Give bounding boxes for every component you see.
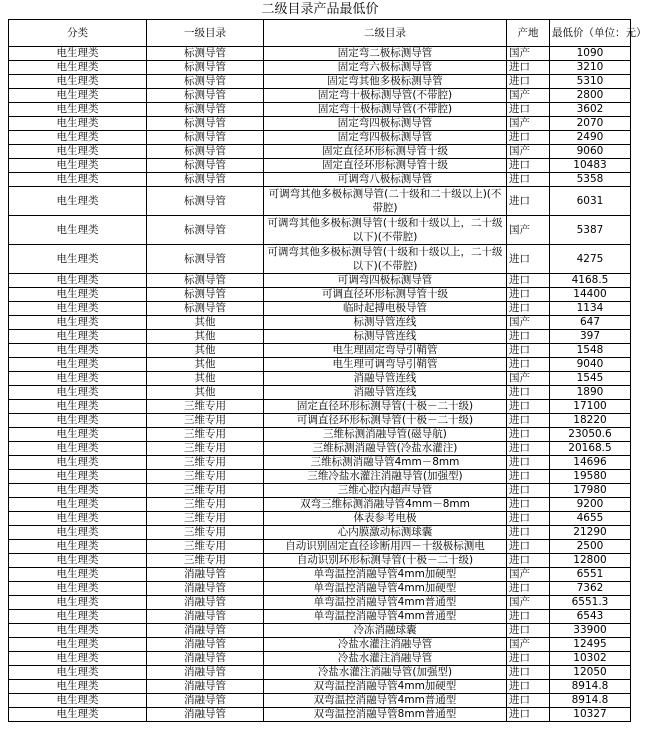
table-row [9,187,631,216]
origin-cell: 进口 [507,582,550,596]
level1-cell: 标测导管 [147,131,264,145]
level1-cell: 三维专用 [147,456,264,470]
level1-cell: 消融导管 [147,680,264,694]
table-row [9,288,631,302]
origin-cell: 进口 [507,652,550,666]
table-row [9,75,631,89]
price-cell: 6543 [550,610,631,624]
table-row [9,386,631,400]
category-cell: 电生理类 [9,187,147,216]
level2-cell: 临时起搏电极导管 [264,302,507,316]
level2-cell: 可调直径环形标测导管十级 [264,288,507,302]
level1-cell: 三维专用 [147,512,264,526]
category-cell: 电生理类 [9,302,147,316]
level1-cell: 标测导管 [147,245,264,274]
origin-cell: 进口 [507,330,550,344]
table-row [9,47,631,61]
level2-cell: 可调弯其他多极标测导管(十级和十级以上，二十级以下)(不带腔) [264,216,507,245]
table-row [9,666,631,680]
origin-cell: 进口 [507,75,550,89]
level1-cell: 三维专用 [147,414,264,428]
level2-cell: 可调弯八极标测导管 [264,173,507,187]
level2-cell: 固定弯四极标测导管 [264,131,507,145]
header-origin: 产地 [507,20,550,47]
table-row [9,344,631,358]
table-row [9,330,631,344]
category-cell: 电生理类 [9,358,147,372]
category-cell: 电生理类 [9,484,147,498]
category-cell: 电生理类 [9,582,147,596]
table-row [9,245,631,274]
origin-cell: 进口 [507,624,550,638]
table-row [9,274,631,288]
header-category: 分类 [9,20,147,47]
price-cell: 10483 [550,159,631,173]
level2-cell: 固定弯六极标测导管 [264,61,507,75]
category-cell: 电生理类 [9,470,147,484]
level1-cell: 其他 [147,344,264,358]
price-cell: 14400 [550,288,631,302]
category-cell: 电生理类 [9,245,147,274]
category-cell: 电生理类 [9,103,147,117]
table-row [9,117,631,131]
level1-cell: 标测导管 [147,159,264,173]
table-row [9,526,631,540]
price-cell: 6551 [550,568,631,582]
level1-cell: 三维专用 [147,554,264,568]
origin-cell: 进口 [507,61,550,75]
price-cell: 6031 [550,187,631,216]
table-row [9,302,631,316]
level2-cell: 消融导管连线 [264,372,507,386]
table-row [9,145,631,159]
table-row [9,456,631,470]
price-cell: 3602 [550,103,631,117]
price-table [8,19,647,722]
origin-cell: 进口 [507,666,550,680]
origin-cell: 进口 [507,554,550,568]
level1-cell: 三维专用 [147,526,264,540]
category-cell: 电生理类 [9,159,147,173]
category-cell: 电生理类 [9,47,147,61]
price-cell: 23050.6 [550,428,631,442]
level1-cell: 消融导管 [147,582,264,596]
level1-cell: 标测导管 [147,187,264,216]
price-cell: 17980 [550,484,631,498]
level2-cell: 单弯温控消融导管4mm加硬型 [264,568,507,582]
origin-cell: 进口 [507,540,550,554]
level2-cell: 冷盐水灌注消融导管 [264,638,507,652]
level2-cell: 冷冻消融球囊 [264,624,507,638]
category-cell: 电生理类 [9,596,147,610]
origin-cell: 国产 [507,216,550,245]
category-cell: 电生理类 [9,145,147,159]
level2-cell: 双弯温控消融导管8mm普通型 [264,708,507,722]
price-cell: 7362 [550,582,631,596]
category-cell: 电生理类 [9,288,147,302]
header-level2: 二级目录 [264,20,507,47]
price-cell: 4655 [550,512,631,526]
table-body [9,47,631,722]
price-cell: 14696 [550,456,631,470]
origin-cell: 进口 [507,288,550,302]
category-cell: 电生理类 [9,75,147,89]
category-cell: 电生理类 [9,568,147,582]
table-row [9,652,631,666]
level1-cell: 三维专用 [147,428,264,442]
origin-cell: 进口 [507,274,550,288]
table-row [9,131,631,145]
level1-cell: 其他 [147,372,264,386]
category-cell: 电生理类 [9,680,147,694]
origin-cell: 国产 [507,638,550,652]
price-cell: 5358 [550,173,631,187]
category-cell: 电生理类 [9,512,147,526]
table-row [9,708,631,722]
category-cell: 电生理类 [9,456,147,470]
level1-cell: 消融导管 [147,596,264,610]
level2-cell: 固定弯十极标测导管(不带腔) [264,103,507,117]
table-row [9,498,631,512]
category-cell: 电生理类 [9,526,147,540]
origin-cell: 国产 [507,568,550,582]
table-row [9,316,631,330]
origin-cell: 国产 [507,47,550,61]
header-min-price: 最低价（单位：元） [550,20,631,47]
origin-cell: 国产 [507,596,550,610]
level1-cell: 标测导管 [147,288,264,302]
level1-cell: 标测导管 [147,47,264,61]
origin-cell: 进口 [507,245,550,274]
level2-cell: 可调弯其他多极标测导管(二十级和二十级以上)(不带腔) [264,187,507,216]
category-cell: 电生理类 [9,666,147,680]
origin-cell: 进口 [507,512,550,526]
price-cell: 6551.3 [550,596,631,610]
origin-cell: 进口 [507,708,550,722]
table-row [9,400,631,414]
level2-cell: 固定直径环形标测导管十级 [264,145,507,159]
origin-cell: 进口 [507,456,550,470]
table-row [9,159,631,173]
table-row [9,103,631,117]
price-cell: 9060 [550,145,631,159]
level2-cell: 双弯温控消融导管4mm加硬型 [264,680,507,694]
level1-cell: 标测导管 [147,117,264,131]
level1-cell: 其他 [147,316,264,330]
level2-cell: 可调弯其他多极标测导管(十级和十级以上，二十级以下)(不带腔) [264,245,507,274]
price-cell: 10327 [550,708,631,722]
origin-cell: 国产 [507,89,550,103]
level2-cell: 三维心腔内超声导管 [264,484,507,498]
origin-cell: 进口 [507,386,550,400]
price-cell: 18220 [550,414,631,428]
category-cell: 电生理类 [9,344,147,358]
category-cell: 电生理类 [9,498,147,512]
price-cell: 4168.5 [550,274,631,288]
table-row [9,428,631,442]
level1-cell: 三维专用 [147,498,264,512]
table-row [9,568,631,582]
price-cell: 12050 [550,666,631,680]
level1-cell: 标测导管 [147,145,264,159]
price-cell: 3210 [550,61,631,75]
price-cell: 2500 [550,540,631,554]
level2-cell: 电生理可调弯导引鞘管 [264,358,507,372]
level2-cell: 固定弯二极标测导管 [264,47,507,61]
level2-cell: 三维标测消融导管(冷盐水灌注) [264,442,507,456]
level1-cell: 其他 [147,330,264,344]
category-cell: 电生理类 [9,554,147,568]
price-cell: 397 [550,330,631,344]
price-cell: 5310 [550,75,631,89]
table-row [9,596,631,610]
origin-cell: 进口 [507,358,550,372]
origin-cell: 国产 [507,145,550,159]
origin-cell: 进口 [507,344,550,358]
level2-cell: 冷盐水灌注消融导管(加强型) [264,666,507,680]
level2-cell: 双弯温控消融导管4mm普通型 [264,694,507,708]
level1-cell: 消融导管 [147,694,264,708]
level2-cell: 可调弯四极标测导管 [264,274,507,288]
level2-cell: 三维标测消融导管4mm－8mm [264,456,507,470]
level1-cell: 消融导管 [147,638,264,652]
level1-cell: 其他 [147,386,264,400]
price-cell: 1090 [550,47,631,61]
origin-cell: 进口 [507,694,550,708]
level2-cell: 固定弯四极标测导管 [264,117,507,131]
level1-cell: 消融导管 [147,666,264,680]
origin-cell: 进口 [507,442,550,456]
table-row [9,470,631,484]
level2-cell: 固定弯十极标测导管(不带腔) [264,89,507,103]
level2-cell: 双弯三维标测消融导管4mm－8mm [264,498,507,512]
category-cell: 电生理类 [9,638,147,652]
category-cell: 电生理类 [9,624,147,638]
table-row [9,358,631,372]
origin-cell: 进口 [507,484,550,498]
level1-cell: 消融导管 [147,652,264,666]
level2-cell: 固定直径环形标测导管十级 [264,159,507,173]
price-cell: 20168.5 [550,442,631,456]
table-row [9,216,631,245]
table-row [9,372,631,386]
level1-cell: 消融导管 [147,708,264,722]
price-cell: 647 [550,316,631,330]
table-row [9,582,631,596]
origin-cell: 进口 [507,131,550,145]
category-cell: 电生理类 [9,372,147,386]
category-cell: 电生理类 [9,386,147,400]
level1-cell: 其他 [147,358,264,372]
level1-cell: 消融导管 [147,624,264,638]
category-cell: 电生理类 [9,610,147,624]
table-row [9,554,631,568]
table-row [9,638,631,652]
category-cell: 电生理类 [9,274,147,288]
level1-cell: 标测导管 [147,89,264,103]
category-cell: 电生理类 [9,131,147,145]
origin-cell: 进口 [507,680,550,694]
table-row [9,414,631,428]
level2-cell: 固定弯其他多极标测导管 [264,75,507,89]
price-cell: 9040 [550,358,631,372]
level1-cell: 三维专用 [147,484,264,498]
origin-cell: 国产 [507,372,550,386]
level2-cell: 单弯温控消融导管4mm普通型 [264,610,507,624]
level2-cell: 可调直径环形标测导管(十极－二十级) [264,414,507,428]
category-cell: 电生理类 [9,708,147,722]
level2-cell: 冷盐水灌注消融导管 [264,652,507,666]
price-cell: 19580 [550,470,631,484]
price-cell: 12495 [550,638,631,652]
table-row [9,540,631,554]
price-cell: 8914.8 [550,680,631,694]
level1-cell: 三维专用 [147,442,264,456]
level1-cell: 标测导管 [147,173,264,187]
category-cell: 电生理类 [9,414,147,428]
price-cell: 1890 [550,386,631,400]
origin-cell: 进口 [507,526,550,540]
price-cell: 1545 [550,372,631,386]
header-level1: 一级目录 [147,20,264,47]
level1-cell: 标测导管 [147,61,264,75]
level2-cell: 自动识别固定直径诊断用四－十级极标测电 [264,540,507,554]
category-cell: 电生理类 [9,216,147,245]
sheet-title: 二级目录产品最低价 [261,2,379,17]
price-cell: 17100 [550,400,631,414]
price-cell: 8914.8 [550,694,631,708]
level2-cell: 标测导管连线 [264,330,507,344]
price-cell: 2800 [550,89,631,103]
table-row [9,610,631,624]
level1-cell: 消融导管 [147,568,264,582]
price-cell: 33900 [550,624,631,638]
table-row [9,624,631,638]
origin-cell: 进口 [507,470,550,484]
table-row [9,680,631,694]
level1-cell: 标测导管 [147,274,264,288]
table-row [9,173,631,187]
level1-cell: 标测导管 [147,302,264,316]
level1-cell: 标测导管 [147,75,264,89]
price-cell: 1548 [550,344,631,358]
origin-cell: 进口 [507,610,550,624]
origin-cell: 进口 [507,302,550,316]
origin-cell: 进口 [507,400,550,414]
level2-cell: 心内膜激动标测球囊 [264,526,507,540]
level1-cell: 标测导管 [147,216,264,245]
level2-cell: 固定直径环形标测导管(十极－二十级) [264,400,507,414]
level1-cell: 消融导管 [147,610,264,624]
origin-cell: 进口 [507,173,550,187]
level2-cell: 三维标测消融导管(磁导航) [264,428,507,442]
header-row [9,20,631,47]
price-cell: 21290 [550,526,631,540]
origin-cell: 国产 [507,316,550,330]
level2-cell: 三维冷盐水灌注消融导管(加强型) [264,470,507,484]
table-row [9,694,631,708]
price-cell: 4275 [550,245,631,274]
level2-cell: 消融导管连线 [264,386,507,400]
level2-cell: 自动识别环形标测导管(十极－二十级) [264,554,507,568]
category-cell: 电生理类 [9,61,147,75]
level2-cell: 电生理固定弯导引鞘管 [264,344,507,358]
level1-cell: 三维专用 [147,470,264,484]
origin-cell: 进口 [507,159,550,173]
origin-cell: 进口 [507,414,550,428]
origin-cell: 进口 [507,103,550,117]
table-row [9,442,631,456]
level2-cell: 单弯温控消融导管4mm普通型 [264,596,507,610]
table-row [9,89,631,103]
level2-cell: 体表参考电极 [264,512,507,526]
level1-cell: 三维专用 [147,540,264,554]
category-cell: 电生理类 [9,694,147,708]
category-cell: 电生理类 [9,442,147,456]
price-cell: 2070 [550,117,631,131]
price-cell: 2490 [550,131,631,145]
category-cell: 电生理类 [9,316,147,330]
price-cell: 1134 [550,302,631,316]
price-cell: 5387 [550,216,631,245]
category-cell: 电生理类 [9,540,147,554]
table-row [9,61,631,75]
category-cell: 电生理类 [9,652,147,666]
origin-cell: 进口 [507,428,550,442]
category-cell: 电生理类 [9,173,147,187]
table-row [9,484,631,498]
category-cell: 电生理类 [9,400,147,414]
category-cell: 电生理类 [9,117,147,131]
origin-cell: 进口 [507,498,550,512]
level1-cell: 标测导管 [147,103,264,117]
price-cell: 12800 [550,554,631,568]
table-row [9,512,631,526]
category-cell: 电生理类 [9,330,147,344]
price-cell: 9200 [550,498,631,512]
category-cell: 电生理类 [9,89,147,103]
level2-cell: 标测导管连线 [264,316,507,330]
origin-cell: 进口 [507,187,550,216]
category-cell: 电生理类 [9,428,147,442]
price-cell: 10302 [550,652,631,666]
level2-cell: 单弯温控消融导管4mm加硬型 [264,582,507,596]
level1-cell: 三维专用 [147,400,264,414]
origin-cell: 国产 [507,117,550,131]
